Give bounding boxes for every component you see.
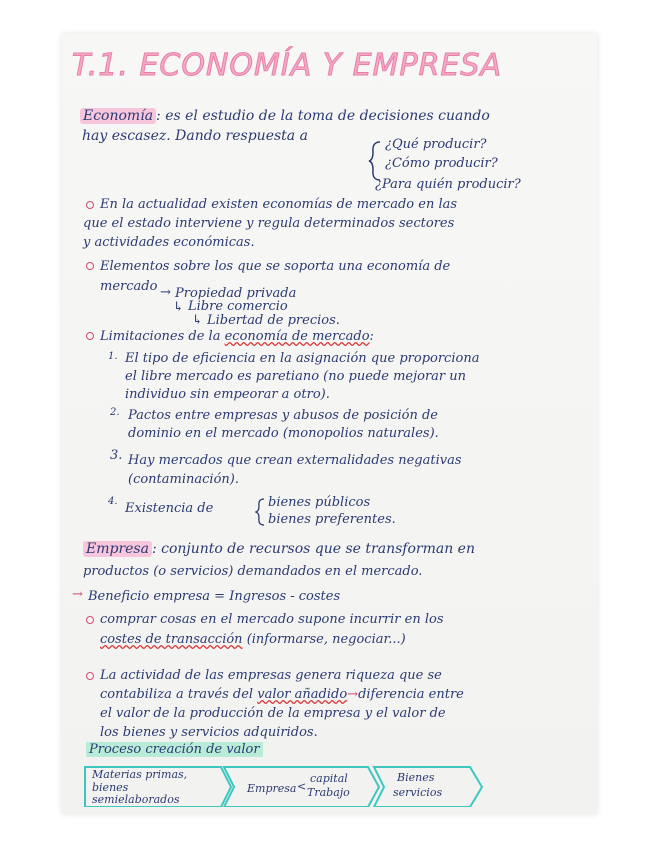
bien-item: bienes preferentes. xyxy=(268,512,396,527)
economia-definition-line1 xyxy=(80,108,490,125)
p5-line1: La actividad de las empresas genera riqueza que se xyxy=(100,668,442,683)
bullet-icon xyxy=(86,332,94,340)
list-number: 1. xyxy=(108,351,118,362)
bullet-icon xyxy=(86,616,94,624)
limitation-line: Pactos entre empresas y abusos de posición de xyxy=(128,408,438,423)
p3-colon: : xyxy=(369,329,374,344)
beneficio-formula: Beneficio empresa = Ingresos - costes xyxy=(88,589,341,604)
question-how: ¿Cómo producir? xyxy=(385,156,498,171)
p5-line3: el valor de la producción de la empresa y el valor de xyxy=(100,706,446,721)
step3-line: Bienes xyxy=(397,771,435,784)
limitation-line: El tipo de eficiencia en la asignación que proporciona xyxy=(125,351,480,366)
p5-line2a: contabiliza a través del xyxy=(100,687,254,702)
p3-heading xyxy=(100,328,374,345)
bullet-icon xyxy=(86,262,94,270)
step2-sub: capital xyxy=(310,772,348,785)
element-item: Libertad de precios. xyxy=(207,313,340,328)
brace-icon xyxy=(255,497,265,527)
p5-line4: los bienes y servicios adquiridos. xyxy=(100,725,318,740)
limitation-line: Existencia de xyxy=(125,501,214,516)
p3-term: economía de mercado xyxy=(224,329,370,344)
p2-line1: Elementos sobre los que se soporta una economía de xyxy=(100,259,451,274)
economia-line1-text: : es el estudio de la toma de decisiones cuando xyxy=(156,108,490,124)
empresa-line2: productos (o servicios) demandados en el mercado. xyxy=(83,564,423,579)
p1-line2: que el estado interviene y regula determinados sectores xyxy=(83,216,455,231)
proceso-term: Proceso creación de valor xyxy=(86,742,263,757)
arrow-icon: ↳ xyxy=(173,300,184,315)
element-item: Libre comercio xyxy=(188,299,288,314)
limitation-line: Hay mercados que crean externalidades negativas xyxy=(128,453,462,468)
arrow-icon: ↳ xyxy=(192,313,203,328)
arrow-icon: → xyxy=(160,285,171,300)
question-for-whom: ¿Para quién producir? xyxy=(375,177,521,192)
p4-term: costes de transacción xyxy=(100,632,243,647)
p4-line1: comprar cosas en el mercado supone incurrir en los xyxy=(100,612,444,627)
bullet-icon xyxy=(86,672,94,680)
list-number: 2. xyxy=(110,407,120,418)
step2-sub: Trabajo xyxy=(307,786,350,799)
brace-icon: < xyxy=(297,780,307,793)
p5-line2 xyxy=(100,686,464,703)
step1-line: Materias primas, xyxy=(92,768,188,781)
p1-line3: y actividades económicas. xyxy=(83,235,255,250)
p1-line1: En la actualidad existen economías de mercado en las xyxy=(100,197,458,212)
limitation-line: dominio en el mercado (monopolios naturales). xyxy=(128,426,439,441)
economia-term: Economía xyxy=(80,108,156,124)
step1-line: bienes xyxy=(92,781,129,794)
question-what: ¿Qué producir? xyxy=(385,137,487,152)
arrow-icon: → xyxy=(72,587,83,602)
step3-line: servicios xyxy=(393,786,443,799)
list-number: 4. xyxy=(108,496,118,507)
p4-line2 xyxy=(100,631,406,648)
limitation-line: individuo sin empeorar a otro). xyxy=(125,387,330,402)
step1-line: semielaborados xyxy=(92,793,180,806)
element-item: Propiedad privada xyxy=(175,286,297,301)
p5-line2b: diferencia entre xyxy=(358,687,464,702)
p5-term: valor añadido xyxy=(257,687,348,702)
limitation-line: el libre mercado es paretiano (no puede mejorar un xyxy=(125,369,467,384)
list-number: 3. xyxy=(110,448,123,463)
step2-main: Empresa xyxy=(247,782,297,795)
economia-line2: hay escasez. Dando respuesta a xyxy=(82,128,308,144)
proceso-label xyxy=(86,741,263,758)
page-title: T.1. ECONOMÍA Y EMPRESA xyxy=(72,48,502,83)
p3-lead: Limitaciones de la xyxy=(100,329,221,344)
empresa-line1-text: : conjunto de recursos que se transforman en xyxy=(151,541,475,557)
limitation-line: (contaminación). xyxy=(128,472,239,487)
empresa-term: Empresa xyxy=(83,541,152,557)
bullet-icon xyxy=(86,201,94,209)
bien-item: bienes públicos xyxy=(268,495,371,510)
p2-lead: mercado xyxy=(100,279,158,294)
arrow-icon: → xyxy=(347,687,359,702)
p4-rest: (informarse, negociar...) xyxy=(246,632,406,647)
empresa-definition-line1 xyxy=(83,541,475,558)
